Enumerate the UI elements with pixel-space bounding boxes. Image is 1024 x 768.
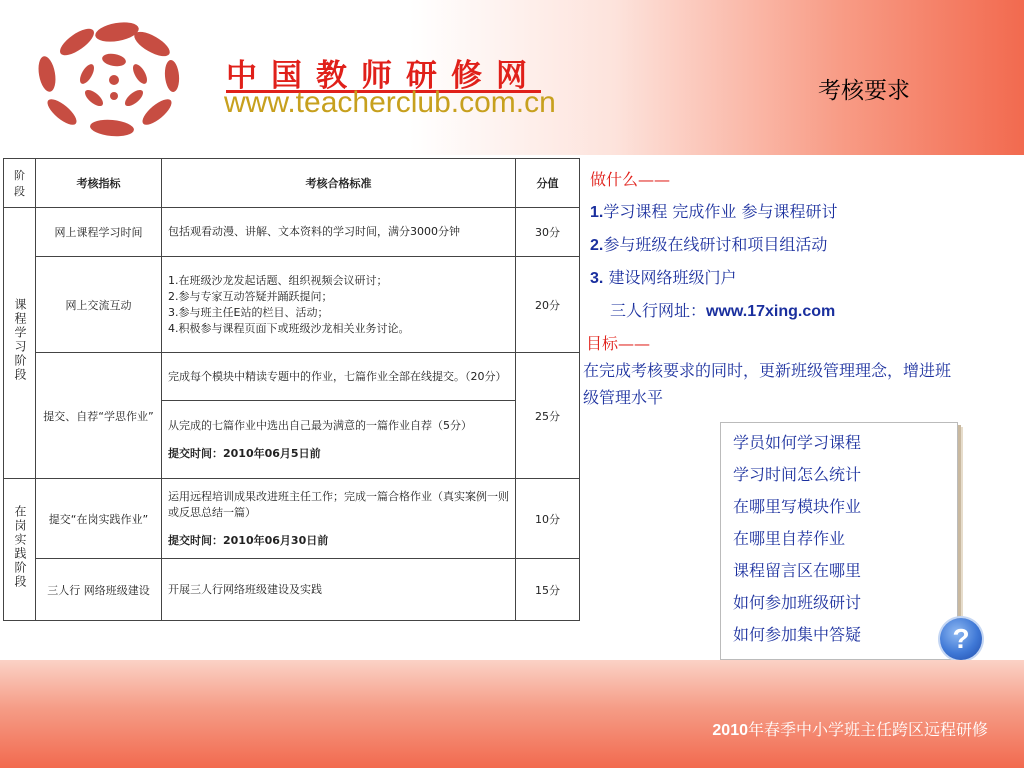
sanrenxing-prefix: 三人行网址： xyxy=(610,301,707,320)
indicator-cell xyxy=(36,559,162,621)
task-item xyxy=(590,232,827,255)
help-link[interactable]: 课程留言区在哪里 xyxy=(733,561,862,580)
header-score: 分值 xyxy=(516,159,580,208)
indicator-cell: 网上交流互动 xyxy=(36,257,162,353)
standard-line: 2.参与专家互动答疑并踊跃提问； xyxy=(168,289,333,303)
stage-course-label: 课程学习阶段 xyxy=(13,298,27,382)
stage-practice xyxy=(4,479,36,621)
stage-practice-label: 在岗实践阶段 xyxy=(13,504,27,589)
score-cell: 30分 xyxy=(516,208,580,257)
help-link[interactable]: 学员如何学习课程 xyxy=(733,433,862,452)
stage-course xyxy=(4,208,36,479)
task-text: 建设网络班级门户 xyxy=(608,268,737,287)
deadline-text: 提交时间：2010年06月30日前 xyxy=(168,533,329,547)
task-number: 2. xyxy=(590,237,604,254)
indicator-line: 网络班级建设 xyxy=(83,583,150,597)
standard-line: 3.参与班主任E站的栏目、活动； xyxy=(168,305,329,319)
indicator-cell: 提交“在岗实践作业” xyxy=(36,479,162,559)
task-item xyxy=(590,265,736,288)
task-text: 学习课程 完成作业 参与课程研讨 xyxy=(603,202,838,221)
score-cell: 25分 xyxy=(516,353,580,479)
indicator-line: 三人行 xyxy=(47,583,81,597)
score-cell: 15分 xyxy=(516,559,580,621)
standard-cell: 包括观看动漫、讲解、文本资料的学习时间，满分3000分钟 xyxy=(162,208,516,257)
score-cell: 10分 xyxy=(516,479,580,559)
slide-title: 考核要求 xyxy=(818,78,910,104)
standard-line: 1.在班级沙龙发起话题、组织视频会议研讨； xyxy=(168,273,388,287)
help-icon[interactable]: ? xyxy=(940,618,982,660)
table-row xyxy=(4,208,580,257)
header-indicator: 考核指标 xyxy=(36,159,162,208)
goal-label: 目标—— xyxy=(586,334,651,353)
footer-year: 2010 xyxy=(712,722,748,739)
help-link[interactable]: 如何参加班级研讨 xyxy=(733,593,862,612)
header-standard: 考核合格标准 xyxy=(162,159,516,208)
header-stage: 阶段 xyxy=(4,159,36,208)
help-link[interactable]: 在哪里写模块作业 xyxy=(733,497,862,516)
indicator-cell: 提交、自荐“学思作业” xyxy=(36,353,162,479)
standard-text: 从完成的七篇作业中选出自己最为满意的一篇作业自荐（5分） xyxy=(168,418,472,432)
table-header-row xyxy=(4,159,580,208)
task-number: 3. xyxy=(590,270,604,287)
help-link[interactable]: 在哪里自荐作业 xyxy=(733,529,846,548)
task-text: 参与班级在线研讨和项目组活动 xyxy=(603,235,828,254)
table-row xyxy=(4,353,580,401)
logo xyxy=(22,12,202,142)
help-link[interactable]: 学习时间怎么统计 xyxy=(733,465,862,484)
sanrenxing-line xyxy=(610,298,835,321)
footer-banner xyxy=(0,660,1024,768)
what-to-do-label: 做什么—— xyxy=(590,170,671,189)
requirements-table xyxy=(3,158,580,621)
footer-text xyxy=(712,717,988,740)
help-box xyxy=(720,422,958,660)
site-title: 中国教师研修网 xyxy=(226,58,541,94)
standard-cell: 完成每个模块中精读专题中的作业，七篇作业全部在线提交。（20分） xyxy=(162,353,516,401)
footer-title: 年春季中小学班主任跨区远程研修 xyxy=(747,720,988,739)
standard-text: 运用远程培训成果改进班主任工作；完成一篇合格作业（真实案例一则或反思总结一篇） xyxy=(168,489,509,519)
standard-line: 4.积极参与课程页面下或班级沙龙相关业务讨论。 xyxy=(168,321,410,335)
table-row xyxy=(4,479,580,559)
standard-cell: 开展三人行网络班级建设及实践 xyxy=(162,559,516,621)
standard-cell xyxy=(162,257,516,353)
standard-cell xyxy=(162,401,516,479)
site-url[interactable]: www.teacherclub.com.cn xyxy=(224,86,556,119)
score-cell: 20分 xyxy=(516,257,580,353)
sanrenxing-url[interactable]: www.17xing.com xyxy=(706,303,836,320)
goal-text: 在完成考核要求的同时，更新班级管理理念，增进班级管理水平 xyxy=(583,361,952,407)
deadline-text: 提交时间：2010年06月5日前 xyxy=(168,446,321,460)
standard-cell xyxy=(162,479,516,559)
indicator-cell: 网上课程学习时间 xyxy=(36,208,162,257)
task-number: 1. xyxy=(590,204,604,221)
task-item xyxy=(590,199,838,222)
table-row xyxy=(4,257,580,353)
help-link[interactable]: 如何参加集中答疑 xyxy=(733,625,862,644)
table-row xyxy=(4,559,580,621)
